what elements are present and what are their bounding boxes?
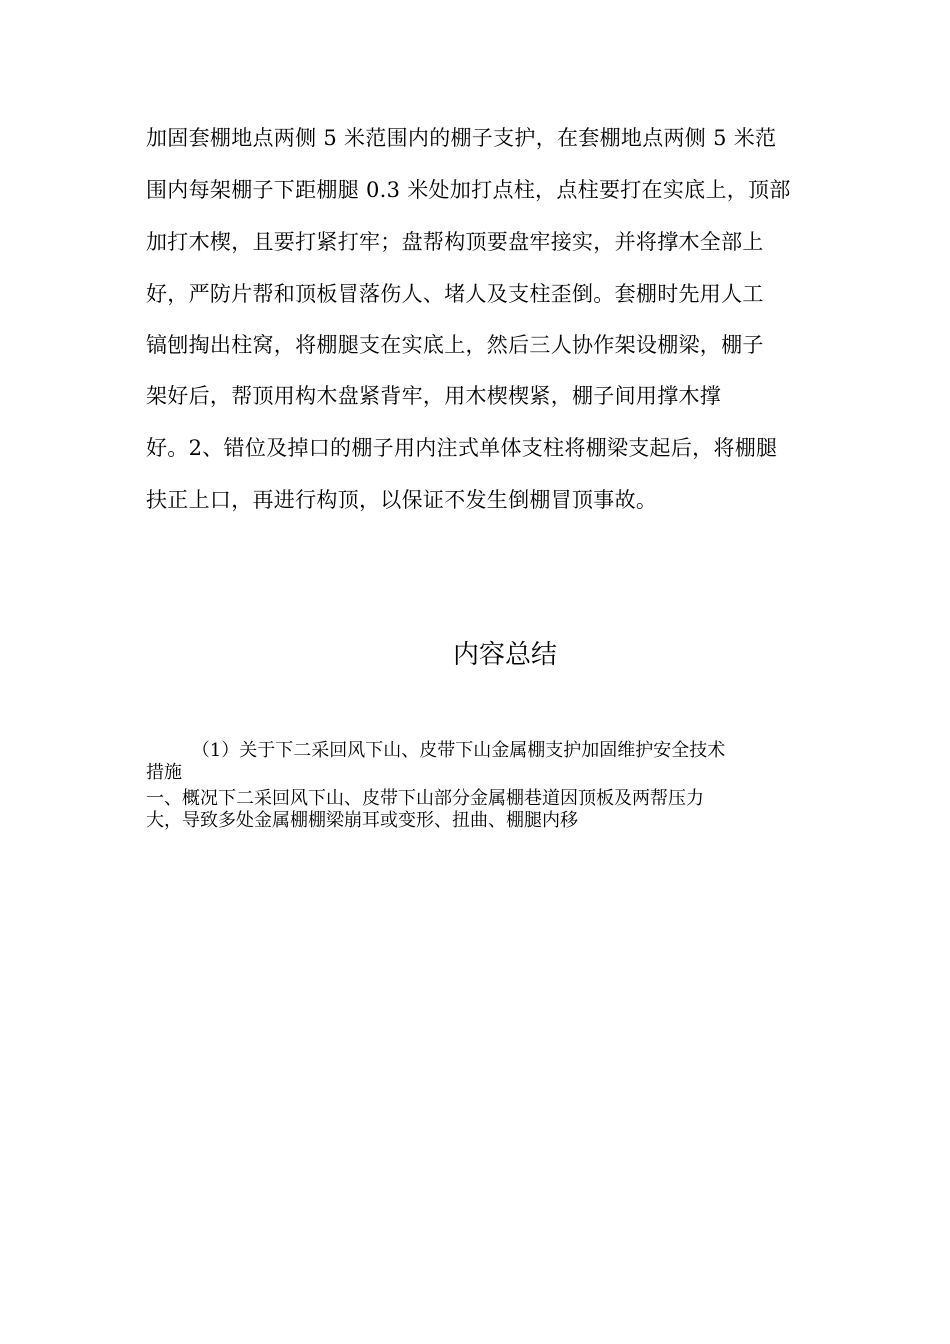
- body-text-line-6: 架好后，帮顶用构木盘紧背牢，用木楔楔紧，棚子间用撑木撑: [146, 384, 722, 408]
- body-text-line-2: 围内每架棚子下距棚腿 0.3 米处加打点柱，点柱要打在实底上，顶部: [146, 178, 791, 202]
- summary-title: 内容总结: [452, 640, 557, 670]
- summary-line-4: 大，导致多处金属棚棚梁崩耳或变形、扭曲、棚腿内移: [146, 810, 578, 831]
- summary-line-1: （1）关于下二采回风下山、皮带下山金属棚支护加固维护安全技术: [146, 740, 726, 761]
- summary-line-2: 措施: [146, 762, 182, 783]
- summary-line-3: 一、概况下二采回风下山、皮带下山部分金属棚巷道因顶板及两帮压力: [146, 788, 704, 809]
- body-text-line-5: 镐刨掏出柱窝，将棚腿支在实底上，然后三人协作架设棚梁，棚子: [146, 333, 764, 357]
- body-text-line-3: 加打木楔，且要打紧打牢；盘帮构顶要盘牢接实，并将撑木全部上: [146, 230, 764, 254]
- body-text-line-8: 扶正上口，再进行构顶，以保证不发生倒棚冒顶事故。: [146, 488, 658, 512]
- body-text-line-4: 好，严防片帮和顶板冒落伤人、堵人及支柱歪倒。套棚时先用人工: [146, 282, 764, 306]
- body-text-line-7: 好。2、错位及掉口的棚子用内注式单体支柱将棚梁支起后，将棚腿: [146, 436, 778, 460]
- body-text-line-1: 加固套棚地点两侧 5 米范围内的棚子支护，在套棚地点两侧 5 米范: [146, 126, 777, 150]
